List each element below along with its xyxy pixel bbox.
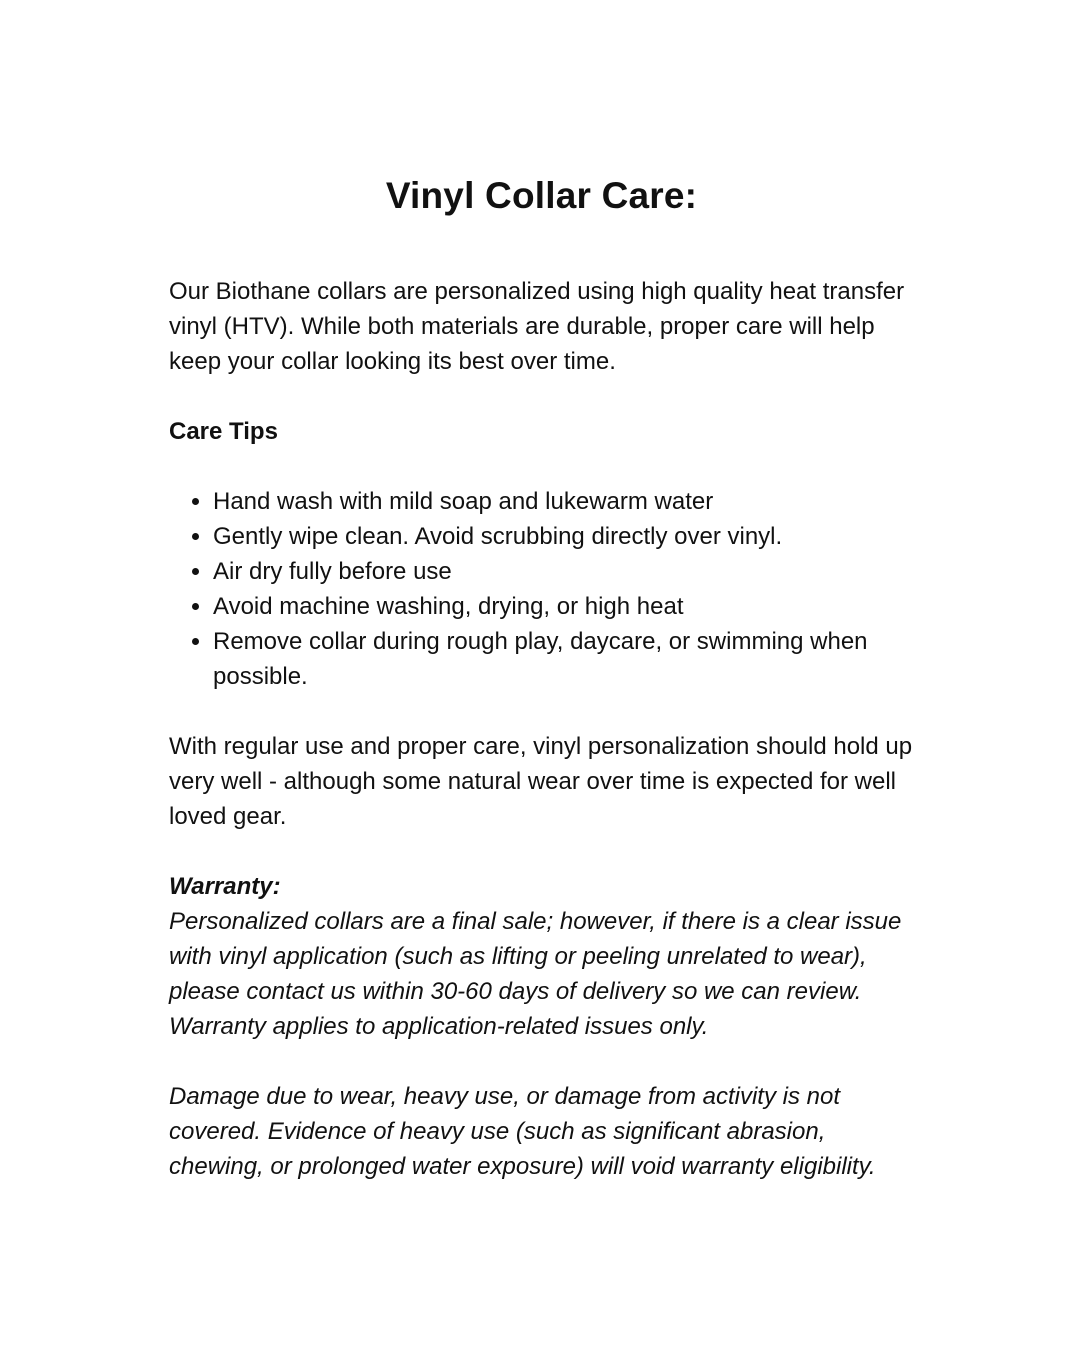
- intro-paragraph: Our Biothane collars are personalized using high quality heat transfer vinyl (HTV). While both materials are durable, proper care will help keep your collar looking its best over time.: [169, 278, 905, 375]
- care-tips-heading: Care Tips: [169, 418, 278, 445]
- list-item: • Gently wipe clean. Avoid scrubbing directly over vinyl.: [213, 519, 914, 554]
- list-item: • Air dry fully before use: [213, 554, 914, 589]
- list-item: • Avoid machine washing, drying, or high heat: [213, 589, 914, 624]
- warranty-paragraph: Personalized collars are a final sale; however, if there is a clear issue with vinyl application (such as lifting or peeling unrelated to wear), please contact us within 30-60 days of delivery so we can review. Warranty applies to application-related issues only.: [169, 908, 902, 1040]
- list-item: • Remove collar during rough play, daycare, or swimming when possible.: [213, 624, 914, 694]
- list-item: • Hand wash with mild soap and lukewarm water: [213, 484, 914, 519]
- closing-paragraph: With regular use and proper care, vinyl personalization should hold up very well - although some natural wear over time is expected for well loved gear.: [169, 733, 913, 830]
- care-tips-list: [169, 484, 914, 694]
- page-title: Vinyl Collar Care:: [385, 175, 698, 216]
- warranty-heading: Warranty:: [169, 873, 281, 900]
- care-document: [169, 170, 914, 1184]
- damage-paragraph: Damage due to wear, heavy use, or damage from activity is not covered. Evidence of heavy use (such as significant abrasion, chewing, or prolonged water exposure) will void warranty eligibility.: [169, 1083, 876, 1180]
